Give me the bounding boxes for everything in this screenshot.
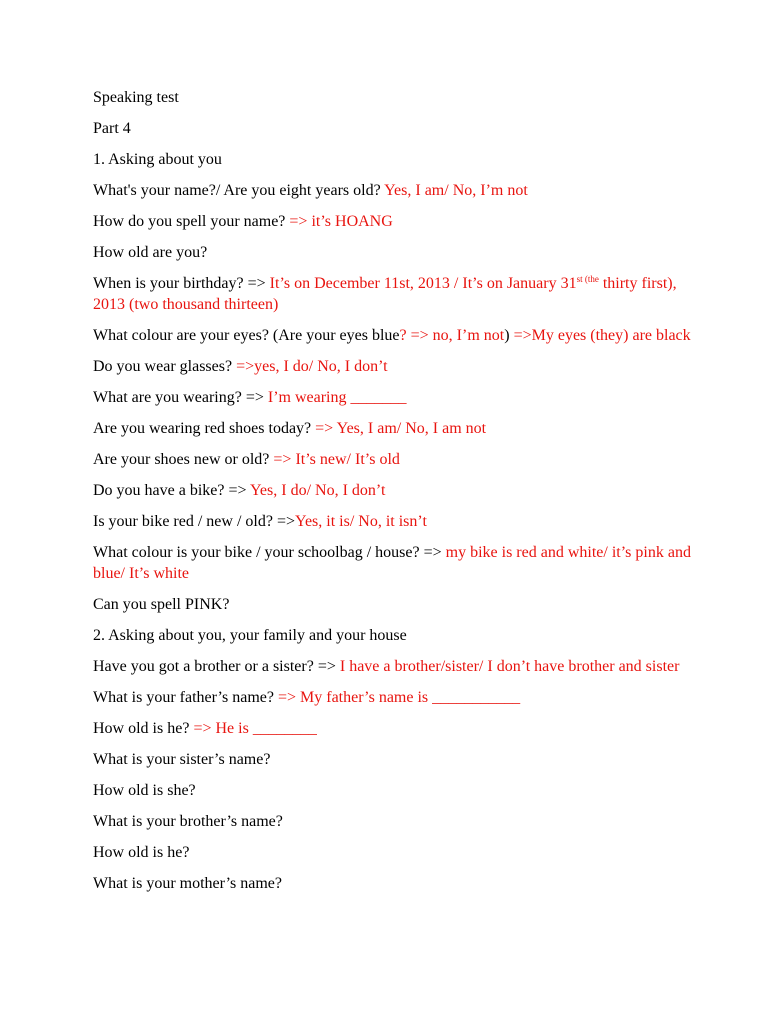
question-text: What is your sister’s name? <box>93 751 271 768</box>
answer-text-continued: thirty first), 2013 (two thousand thirteen) <box>93 275 677 313</box>
qa-line <box>93 480 708 501</box>
section-heading-1: 1. Asking about you <box>93 151 222 168</box>
question-text: How old are you? <box>93 244 208 261</box>
qa-line <box>93 356 708 377</box>
qa-line <box>93 211 708 232</box>
qa-line <box>93 718 708 739</box>
answer-text: Yes, I do/ No, I don’t <box>249 482 386 499</box>
question-text: What colour is your bike / your schoolbag / house? => <box>93 544 446 561</box>
answer-text: => He is ________ <box>193 720 317 737</box>
qa-line <box>93 325 708 346</box>
answer-text: my bike is red and white/ it’s pink and blue/ It’s white <box>93 544 691 582</box>
qa-line <box>93 180 708 201</box>
question-text: Are you wearing red shoes today? <box>93 420 316 437</box>
qa-line <box>93 594 708 615</box>
answer-text: =>yes, I do/ No, I don’t <box>236 358 388 375</box>
question-text: Are your shoes new or old? <box>93 451 274 468</box>
qa-line <box>93 511 708 532</box>
answer-text: It’s on December 11st, 2013 / It’s on January 31 <box>269 275 577 292</box>
question-text: What's your name?/ Are you eight years old? <box>93 182 385 199</box>
qa-line <box>93 811 708 832</box>
question-text: Do you have a bike? => <box>93 482 250 499</box>
question-text-continued: ) <box>504 327 514 344</box>
qa-line <box>93 842 708 863</box>
qa-line <box>93 242 708 263</box>
question-text: What is your father’s name? <box>93 689 278 706</box>
question-text: Can you spell PINK? <box>93 596 230 613</box>
doc-title: Speaking test <box>93 89 179 106</box>
answer-text: ? => no, I’m not <box>399 327 505 344</box>
answer-text: => My father’s name is ___________ <box>277 689 521 706</box>
question-text: Have you got a brother or a sister? => <box>93 658 340 675</box>
question-text: What are you wearing? => <box>93 389 268 406</box>
question-text: When is your birthday? => <box>93 275 270 292</box>
qa-line <box>93 780 708 801</box>
answer-text-continued: =>My eyes (they) are black <box>513 327 691 344</box>
section-heading-2: 2. Asking about you, your family and your house <box>93 627 407 644</box>
question-text: How old is he? <box>93 720 194 737</box>
qa-line <box>93 749 708 770</box>
superscript-text: st (the <box>576 274 599 284</box>
qa-line <box>93 687 708 708</box>
part-heading: Part 4 <box>93 120 131 137</box>
question-text: How do you spell your name? <box>93 213 290 230</box>
qa-line <box>93 873 708 894</box>
qa-line <box>93 449 708 470</box>
question-text: Do you wear glasses? <box>93 358 237 375</box>
answer-text: I’m wearing _______ <box>267 389 407 406</box>
qa-line <box>93 542 708 584</box>
answer-text: I have a brother/sister/ I don’t have brother and sister <box>339 658 680 675</box>
qa-line <box>93 387 708 408</box>
question-text: How old is she? <box>93 782 196 799</box>
answer-text: => it’s HOANG <box>289 213 393 230</box>
answer-text: Yes, it is/ No, it isn’t <box>295 513 427 530</box>
question-text: How old is he? <box>93 844 190 861</box>
answer-text: => Yes, I am/ No, I am not <box>315 420 487 437</box>
answer-text: Yes, I am/ No, I’m not <box>384 182 528 199</box>
qa-line <box>93 273 708 315</box>
question-text: Is your bike red / new / old? => <box>93 513 295 530</box>
question-text: What is your mother’s name? <box>93 875 282 892</box>
qa-line <box>93 418 708 439</box>
question-text: What is your brother’s name? <box>93 813 283 830</box>
question-text: What colour are your eyes? (Are your eyes blue <box>93 327 400 344</box>
qa-line <box>93 656 708 677</box>
answer-text: => It’s new/ It’s old <box>273 451 400 468</box>
